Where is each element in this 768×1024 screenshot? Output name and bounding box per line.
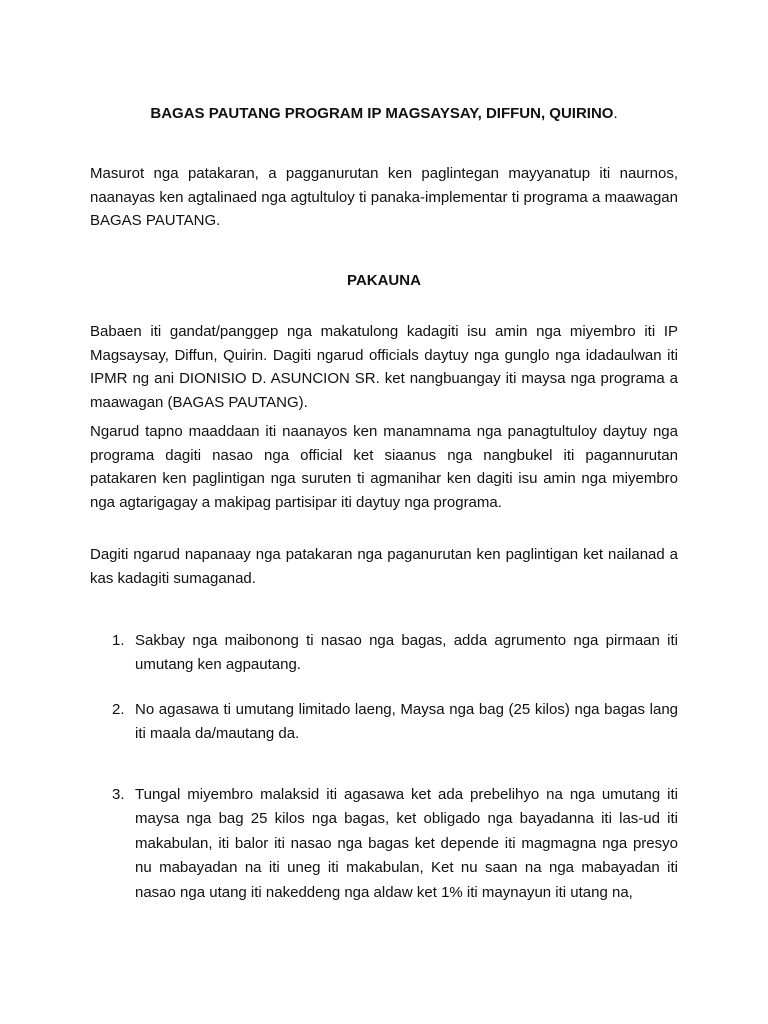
- rule-text: Sakbay nga maibonong ti nasao nga bagas, adda agrumento nga pirmaan iti umutang ken agpautang.: [135, 632, 678, 673]
- paragraph-rules-intro: Dagiti ngarud napanaay nga patakaran nga paganurutan ken paglintigan ket nailanad a kas kadagiti sumaganad.: [90, 546, 678, 587]
- rule-number: 3.: [112, 786, 125, 803]
- rule-text: Tungal miyembro malaksid iti agasawa ket ada prebelihyo na nga umutang iti maysa nga bag 25 kilos nga bagas, ket obligado nga bayadanna iti las-ud iti makabulan, iti balor iti nasao nga bagas ket depende iti magmagna nga presyo nu mabayadan na iti uneg iti makabulan, Ket nu saan na nga mabayadan iti nasao nga utang iti nakeddeng nga aldaw ket 1% iti maynayun iti utang na,: [135, 786, 678, 901]
- intro-paragraph: Masurot nga patakaran, a pagganurutan ken paglintegan mayyanatup iti naurnos, naanayas ken agtalinaed nga agtultuloy ti panaka-implementar ti programa a maawagan BAGAS PAUTANG.: [90, 165, 678, 229]
- document-title-period: .: [613, 105, 618, 122]
- rule-number: 1.: [112, 632, 125, 649]
- rule-number: 2.: [112, 701, 125, 718]
- paragraph-purpose: Babaen iti gandat/panggep nga makatulong kadagiti isu amin nga miyembro iti IP Magsaysay, Diffun, Quirin. Dagiti ngarud officials daytuy nga gunglo nga idadaulwan iti IPMR ng ani DIONISIO D. ASUNCION SR. ket nangbuangay iti maysa nga programa a maawagan (BAGAS PAUTANG).: [90, 323, 678, 411]
- rule-text: No agasawa ti umutang limitado laeng, Maysa nga bag (25 kilos) nga bagas lang iti maala da/mautang da.: [135, 701, 678, 742]
- document-title-text: BAGAS PAUTANG PROGRAM IP MAGSAYSAY, DIFFUN, QUIRINO: [150, 105, 614, 122]
- paragraph-continuity: Ngarud tapno maaddaan iti naanayos ken manamnama nga panagtultuloy daytuy nga programa dagiti nasao nga official ket siaanus nga nangbukel iti pagannurutan patakaren ken paglintigan nga suruten ti agmanihar ken dagiti isu amin nga miyembro nga agtarigagay a makipag partisipar iti daytuy nga programa.: [90, 423, 678, 511]
- section-heading: PAKAUNA: [347, 272, 421, 289]
- document-title: [90, 104, 678, 124]
